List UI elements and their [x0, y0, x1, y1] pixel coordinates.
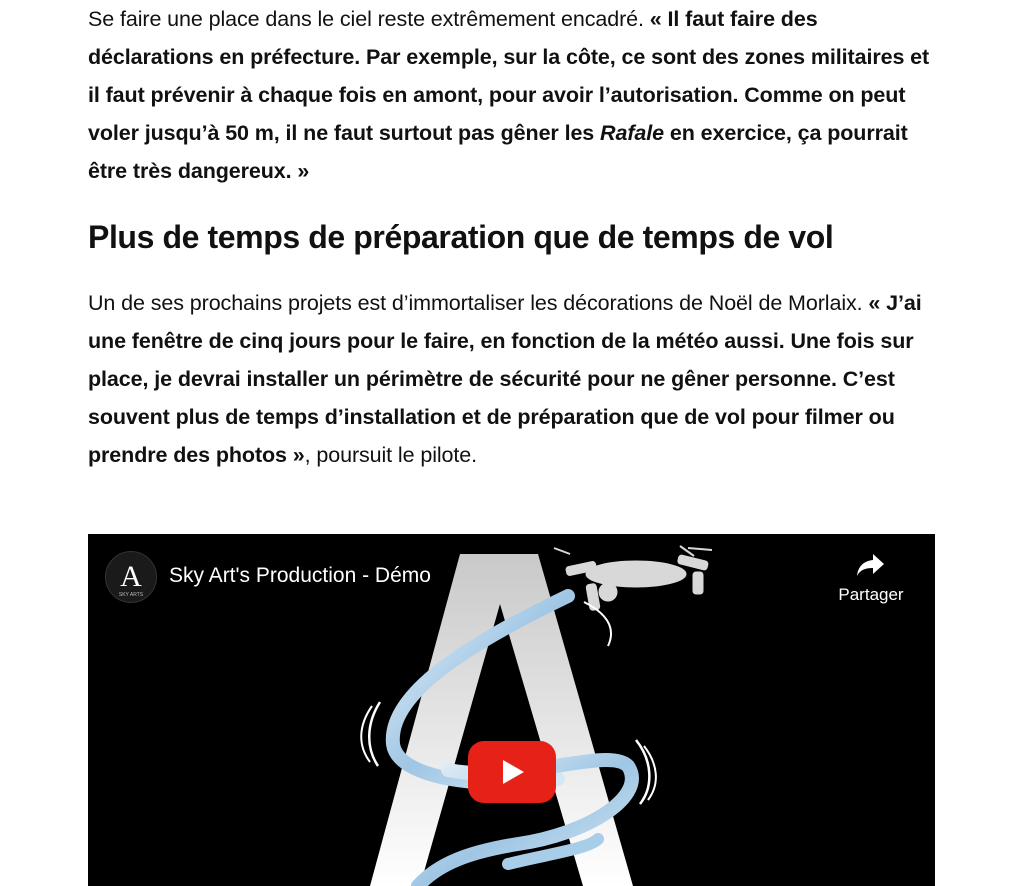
- video-title[interactable]: Sky Art's Production - Démo: [169, 564, 431, 587]
- paragraph-project-tail: , poursuit le pilote.: [304, 443, 478, 467]
- quote-prefecture-part-a: « Il faut faire des déclarations en préfecture. Par exemple, sur la côte, ce sont des zones militaires et il faut prévenir à chaque fois en amont, pour avoir l’autorisation. Comme on peut voler jusqu’à 50 m, il ne faut surtout pas gêner les: [88, 7, 930, 145]
- youtube-video-embed[interactable]: [88, 534, 935, 886]
- share-label: Partager: [838, 585, 904, 604]
- quote-installation: « J’ai une fenêtre de cinq jours pour le faire, en fonction de la météo aussi. Une fois sur place, je devrai installer un périmètre de sécurité pour ne gêner personne. C’est souvent plus de temps d’installation et de préparation que de vol pour filmer ou prendre des photos »: [88, 291, 922, 467]
- quote-prefecture-part-b: en exercice, ça pourrait être très dangereux. »: [88, 121, 908, 183]
- channel-avatar[interactable]: [105, 551, 157, 603]
- paragraph-regulation-lead: Se faire une place dans le ciel reste extrêmement encadré.: [88, 7, 650, 31]
- paragraph-project: [88, 284, 936, 474]
- paragraph-project-lead: Un de ses prochains projets est d’immortaliser les décorations de Noël de Morlaix.: [88, 291, 869, 315]
- share-arrow-icon: [856, 552, 886, 578]
- channel-logo-caption: SKY ARTS: [118, 592, 144, 598]
- channel-logo-letter: A: [120, 560, 142, 593]
- paragraph-regulation: [88, 0, 936, 190]
- section-heading: Plus de temps de préparation que de temps de vol: [88, 219, 834, 255]
- quote-prefecture: [88, 7, 929, 183]
- quote-rafale-emphasis: Rafale: [600, 121, 664, 145]
- share-button[interactable]: [828, 552, 914, 606]
- youtube-play-icon[interactable]: [468, 741, 556, 803]
- channel-logo-icon: [106, 552, 156, 602]
